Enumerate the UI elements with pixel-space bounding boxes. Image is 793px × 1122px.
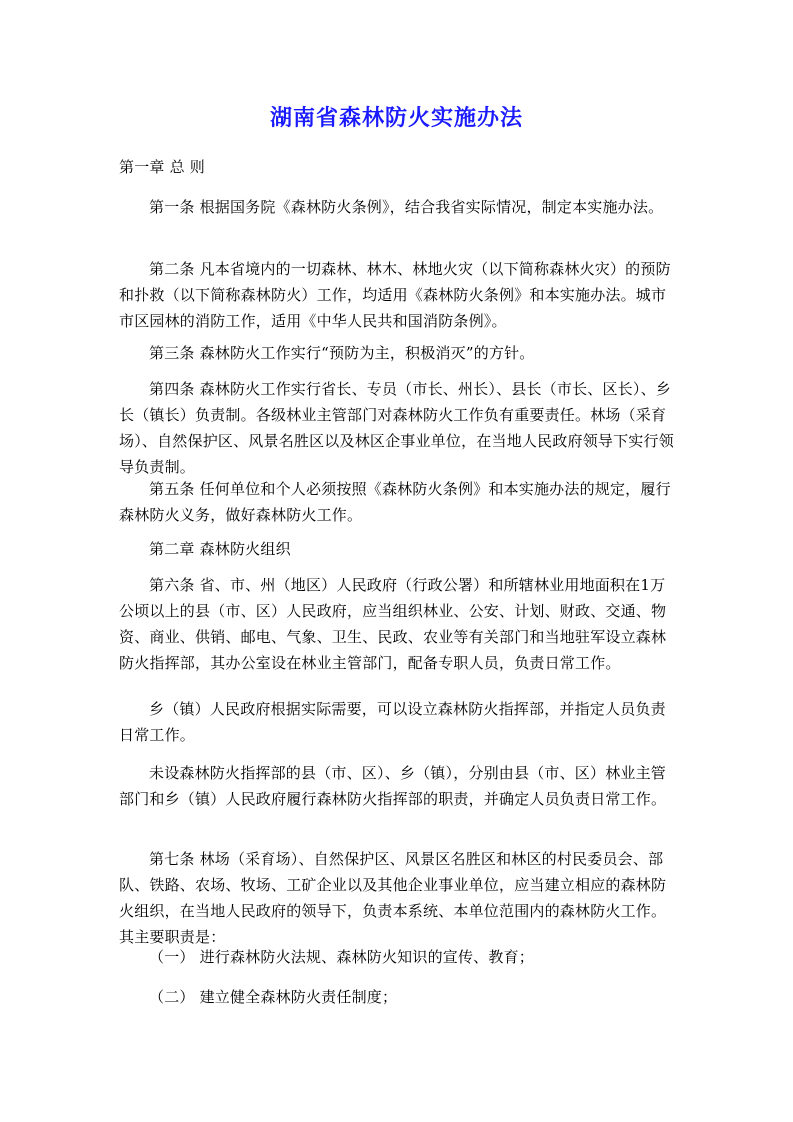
article-7: 第七条 林场（采育场）、自然保护区、风景区名胜区和林区的村民委员会、部队、铁路、农场、牧场、工矿企业以及其他企业事业单位，应当建立相应的森林防火组织，在当地人民政府的领导下，负责本系统、本单位范围内的森林防火工作。其主要职责是： bbox=[119, 850, 667, 946]
article-4: 第四条 森林防火工作实行省长、专员（市长、州长）、县长（市长、区长）、乡长（镇长）负责制。各级林业主管部门对森林防火工作负有重要责任。林场（采育场）、自然保护区、风景名胜区以及林区企事业单位，在当地人民政府领导下实行领导负责制。 bbox=[119, 380, 674, 476]
article-6-paragraph-3: 未设森林防火指挥部的县（市、区）、乡（镇），分别由县（市、区）林业主管部门和乡（镇）人民政府履行森林防火指挥部的职责，并确定人员负责日常工作。 bbox=[119, 764, 667, 808]
article-5: 第五条 任何单位和个人必须按照《森林防火条例》和本实施办法的规定，履行森林防火义务，做好森林防火工作。 bbox=[119, 480, 671, 524]
chapter-heading-1: 第一章 总 则 bbox=[119, 158, 205, 176]
article-7-item-2: （二） 建立健全森林防火责任制度； bbox=[149, 988, 398, 1006]
article-7-item-1: （一） 进行森林防火法规、森林防火知识的宣传、教育； bbox=[149, 948, 534, 966]
article-1: 第一条 根据国务院《森林防火条例》，结合我省实际情况，制定本实施办法。 bbox=[149, 198, 664, 216]
chapter-heading-2: 第二章 森林防火组织 bbox=[149, 540, 291, 558]
article-6: 第六条 省、市、州（地区）人民政府（行政公署）和所辖林业用地面积在1万公顷以上的县（市、区）人民政府，应当组织林业、公安、计划、财政、交通、物资、商业、供销、邮电、气象、卫生、民政、农业等有关部门和当地驻军设立森林防火指挥部，其办公室设在林业主管部门，配备专职人员，负责日常工作。 bbox=[119, 576, 667, 672]
article-3: 第三条 森林防火工作实行“预防为主，积极消灭”的方针。 bbox=[149, 344, 535, 362]
article-2: 第二条 凡本省境内的一切森林、林木、林地火灾（以下简称森林火灾）的预防和扑救（以下简称森林防火）工作，均适用《森林防火条例》和本实施办法。城市市区园林的消防工作，适用《中华人民共和国消防条例》。 bbox=[119, 260, 671, 330]
article-6-paragraph-2: 乡（镇）人民政府根据实际需要，可以设立森林防火指挥部，并指定人员负责日常工作。 bbox=[119, 700, 666, 744]
document-title: 湖南省森林防火实施办法 bbox=[269, 105, 523, 131]
